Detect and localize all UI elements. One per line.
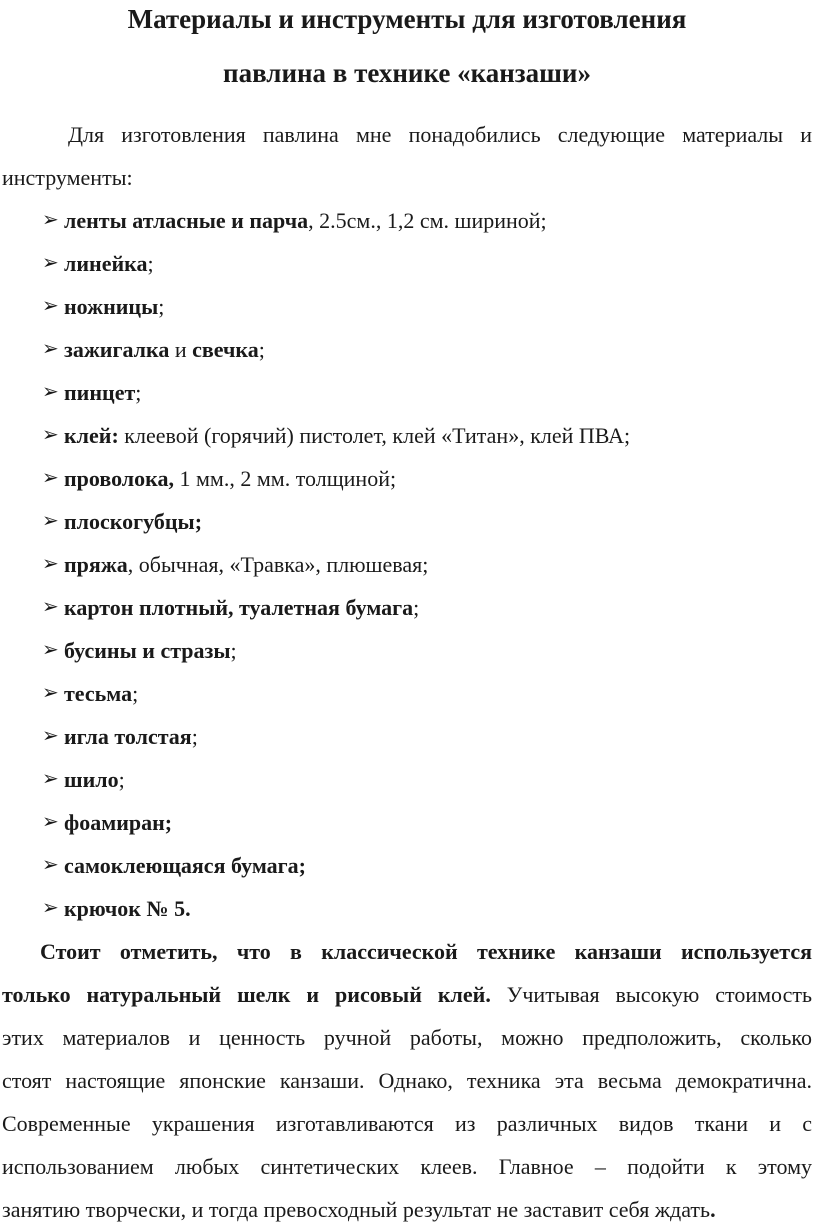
item-detail: ; (413, 595, 420, 620)
list-item (2, 242, 812, 285)
paragraph-line-1-bold: Стоит отметить, что в классической технике канзаши используется (40, 939, 812, 964)
document-title (2, 0, 812, 110)
item-name: ножницы (64, 294, 159, 319)
list-item (2, 543, 812, 586)
list-item (2, 715, 812, 758)
item-name: пинцет (64, 380, 136, 405)
arrow-bullet-icon: ➢ (42, 295, 59, 317)
list-item (2, 801, 812, 844)
item-name: проволока, (64, 466, 174, 491)
arrow-bullet-icon: ➢ (42, 424, 59, 446)
paragraph-line-7 (2, 1188, 812, 1231)
list-item (2, 199, 812, 242)
list-item (2, 758, 812, 801)
arrow-bullet-icon: ➢ (42, 553, 59, 575)
paragraph-line-2-rest: Учитывая высокую стоимость (490, 982, 813, 1007)
item-name: самоклеющаяся бумага; (64, 853, 306, 878)
list-item (2, 586, 812, 629)
item-name: тесьма (64, 681, 133, 706)
item-detail: ; (230, 638, 237, 663)
item-detail: ; (135, 380, 142, 405)
intro-line-1: Для изготовления павлина мне понадобились следующие материалы и (68, 122, 812, 147)
arrow-bullet-icon: ➢ (42, 338, 59, 360)
paragraph-line-7-end: . (710, 1197, 716, 1222)
list-item (2, 414, 812, 457)
arrow-bullet-icon: ➢ (42, 252, 59, 274)
item-name: бусины и стразы (64, 638, 231, 663)
arrow-bullet-icon: ➢ (42, 768, 59, 790)
intro-paragraph (2, 113, 812, 199)
arrow-bullet-icon: ➢ (42, 510, 59, 532)
paragraph-line-4: стоят настоящие японские канзаши. Однако, техника эта весьма демократична. (2, 1068, 812, 1093)
item-detail: ; (132, 681, 139, 706)
paragraph-line-3: этих материалов и ценность ручной работы, можно предположить, сколько (2, 1025, 812, 1050)
list-item (2, 457, 812, 500)
paragraph-line-1 (2, 930, 812, 973)
item-name: клей: (64, 423, 119, 448)
title-line-1: Материалы и инструменты для изготовления (127, 4, 687, 34)
arrow-bullet-icon: ➢ (42, 639, 59, 661)
item-name-2: свечка (192, 337, 259, 362)
paragraph-line-2 (2, 973, 812, 1016)
list-item (2, 887, 812, 930)
arrow-bullet-icon: ➢ (42, 811, 59, 833)
item-connector: и (169, 337, 193, 362)
item-detail: ; (118, 767, 125, 792)
arrow-bullet-icon: ➢ (42, 682, 59, 704)
list-item (2, 844, 812, 887)
closing-paragraph (2, 930, 812, 1231)
item-detail: ; (147, 251, 154, 276)
title-line-2: павлина в технике «канзаши» (223, 58, 591, 88)
list-item (2, 328, 812, 371)
paragraph-line-7-text: занятию творчески, и тогда превосходный результат не заставит себя ждать (2, 1197, 711, 1222)
arrow-bullet-icon: ➢ (42, 854, 59, 876)
item-name: шило (64, 767, 119, 792)
item-name: пряжа (64, 552, 128, 577)
arrow-bullet-icon: ➢ (42, 725, 59, 747)
arrow-bullet-icon: ➢ (42, 209, 59, 231)
item-detail: , обычная, «Травка», плюшевая; (127, 552, 429, 577)
arrow-bullet-icon: ➢ (42, 596, 59, 618)
item-detail: ; (191, 724, 198, 749)
item-name: плоскогубцы; (64, 509, 203, 534)
item-name: зажигалка (64, 337, 170, 362)
list-item (2, 629, 812, 672)
list-item (2, 500, 812, 543)
materials-list (2, 199, 812, 930)
arrow-bullet-icon: ➢ (42, 381, 59, 403)
list-item (2, 371, 812, 414)
list-item (2, 672, 812, 715)
paragraph-line-2-bold: только натуральный шелк и рисовый клей. (2, 982, 491, 1007)
item-name: крючок № 5. (64, 896, 191, 921)
item-detail: 1 мм., 2 мм. толщиной; (174, 466, 397, 491)
item-detail: ; (158, 294, 165, 319)
list-item (2, 285, 812, 328)
item-name: игла толстая (64, 724, 192, 749)
item-name: ленты атласные и парча (64, 208, 309, 233)
arrow-bullet-icon: ➢ (42, 897, 59, 919)
item-detail: ; (258, 337, 265, 362)
arrow-bullet-icon: ➢ (42, 467, 59, 489)
item-name: линейка (64, 251, 148, 276)
item-name: фоамиран; (64, 810, 173, 835)
item-detail: , 2.5см., 1,2 см. шириной; (308, 208, 547, 233)
intro-line-2: инструменты: (2, 165, 133, 190)
paragraph-line-5: Современные украшения изготавливаются из различных видов ткани и с (2, 1111, 812, 1136)
paragraph-line-6: использованием любых синтетических клеев. Главное – подойти к этому (2, 1154, 812, 1179)
item-name: картон плотный, туалетная бумага (64, 595, 414, 620)
item-detail: клеевой (горячий) пистолет, клей «Титан», клей ПВА; (118, 423, 631, 448)
